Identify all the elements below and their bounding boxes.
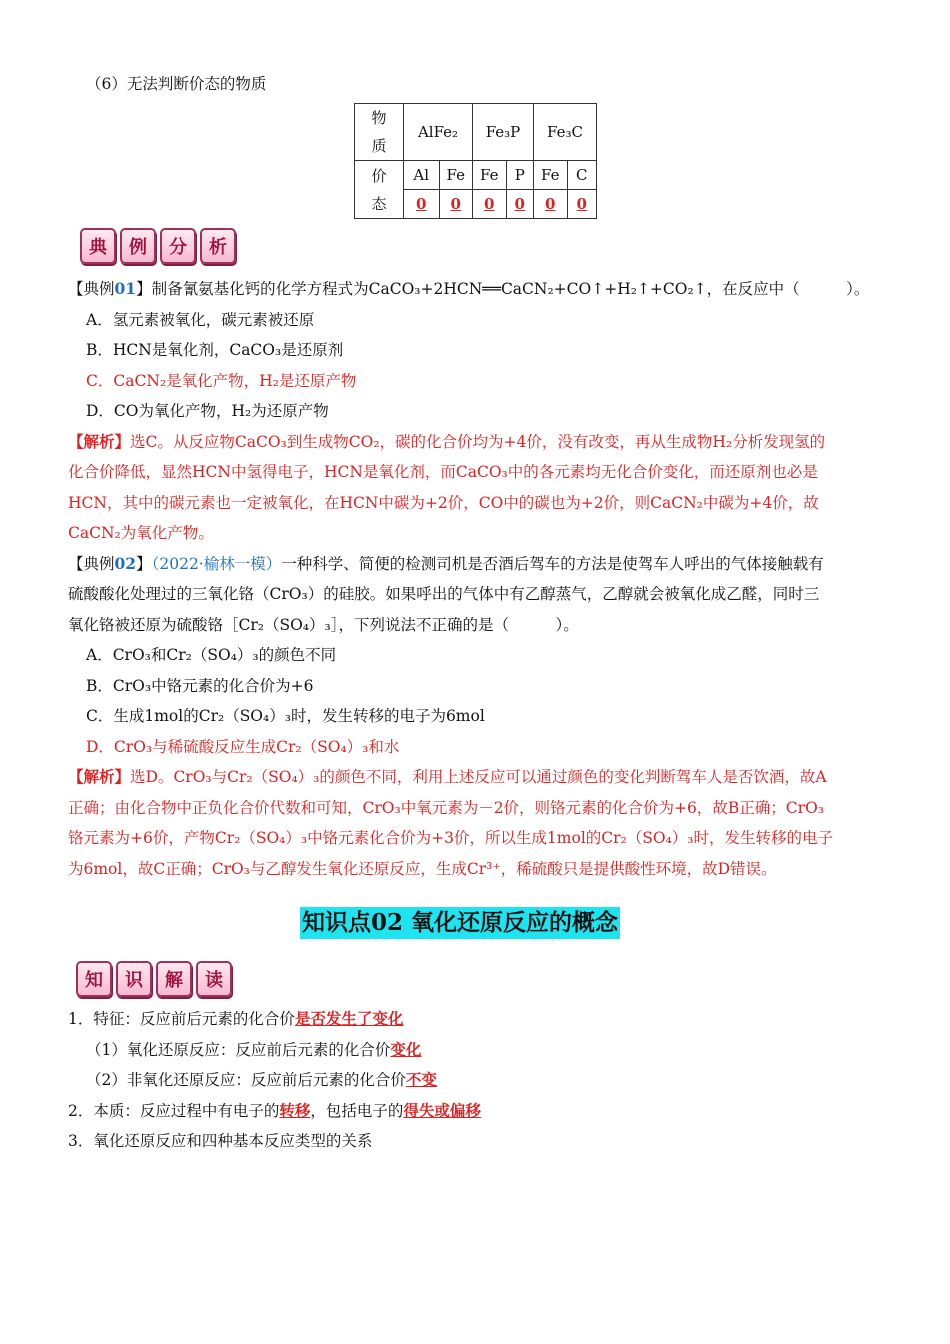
example-02-analysis-line: 正确；由化合物中正负化合价代数和可知，CrO₃中氧元素为－2价，则铬元素的化合价为+6，故B正确；CrO₃ xyxy=(68,799,824,817)
example-01-option-c: C．CaCN₂是氧化产物，H₂是还原产物 xyxy=(86,372,357,390)
valence-value: 0 xyxy=(506,190,533,219)
compound-fe3c: Fe₃C xyxy=(547,123,583,141)
compound-cell xyxy=(404,104,473,161)
point-1: 1．特征：反应前后元素的化合价是否发生了变化 xyxy=(68,1009,404,1028)
valence-value: 0 xyxy=(439,190,473,219)
example-01-option-b: B．HCN是氧化剂，CaCO₃是还原剂 xyxy=(86,341,344,359)
analysis-tag: 【解析】 xyxy=(68,432,131,451)
example-01-analysis-line: CaCN₂为氧化产物。 xyxy=(68,524,214,542)
item-6-label: （6）无法判断价态的物质 xyxy=(86,75,267,93)
element-cell: Fe xyxy=(534,161,568,190)
compound-cell xyxy=(534,104,597,161)
point-1-2: （2）非氧化还原反应：反应前后元素的化合价不变 xyxy=(86,1070,437,1089)
heading-tile: 读 xyxy=(196,961,232,997)
answer-blank: 变化 xyxy=(390,1040,422,1059)
heading-tile: 知 xyxy=(76,961,112,997)
example-02-analysis-line: 铬元素为+6价，产物Cr₂（SO₄）₃中铬元素化合价为+3价，所以生成1mol的Cr₂（SO₄）₃时，发生转移的电子 xyxy=(68,829,834,847)
answer-blank: 转移 xyxy=(279,1101,311,1120)
example-02-analysis-line: 【解析】选D。CrO₃与Cr₂（SO₄）₃的颜色不同，利用上述反应可以通过颜色的变化判断驾车人是否饮酒，故A xyxy=(68,767,827,786)
valence-value: 0 xyxy=(567,190,596,219)
example-01-analysis-line: 化合价降低，显然HCN中氢得电子，HCN是氧化剂，而CaCO₃中的各元素均无化合价变化，而还原剂也必是 xyxy=(68,463,818,481)
heading-tile: 识 xyxy=(116,961,152,997)
element-cell: P xyxy=(506,161,533,190)
compound-cell xyxy=(473,104,534,161)
analysis-tag: 【解析】 xyxy=(68,767,131,786)
example-02-question: 【典例02】（2022·榆林一模）一种科学、简便的检测司机是否酒后驾车的方法是使驾车人呼出的气体接触载有 xyxy=(68,554,824,573)
valence-value: 0 xyxy=(534,190,568,219)
example-02-option-d: D．CrO₃与稀硫酸反应生成Cr₂（SO₄）₃和水 xyxy=(86,738,400,756)
example-02-source: （2022·榆林一模） xyxy=(151,555,282,573)
valence-table xyxy=(354,103,597,219)
heading-tile: 典 xyxy=(80,228,116,264)
example-02-option-c: C．生成1mol的Cr₂（SO₄）₃时，发生转移的电子为6mol xyxy=(86,707,485,725)
example-01-analysis-line: 【解析】选C。从反应物CaCO₃到生成物CO₂，碳的化合价均为+4价，没有改变，再从生成物H₂分析发现氢的 xyxy=(68,432,826,451)
table-head-substance: 物 质 xyxy=(355,104,404,161)
element-cell: Fe xyxy=(439,161,473,190)
heading-tile: 分 xyxy=(160,228,196,264)
heading-knowledge-interpretation xyxy=(76,961,232,997)
element-cell: Al xyxy=(404,161,440,190)
example-01-question: 【典例01】制备氰氨基化钙的化学方程式为CaCO₃+2HCN══CaCN₂+CO↑+H₂↑+CO₂↑，在反应中（ ）。 xyxy=(68,279,870,298)
heading-tile: 例 xyxy=(120,228,156,264)
answer-blank: 不变 xyxy=(405,1070,437,1089)
example-01-option-d: D．CO为氧化产物，H₂为还原产物 xyxy=(86,402,329,420)
element-cell: Fe xyxy=(473,161,507,190)
example-01-option-a: A．氢元素被氧化，碳元素被还原 xyxy=(86,311,315,329)
section-title: 知识点02 氧化还原反应的概念 xyxy=(300,907,620,939)
valence-value: 0 xyxy=(473,190,507,219)
point-2: 2．本质：反应过程中有电子的转移，包括电子的得失或偏移 xyxy=(68,1101,481,1120)
answer-blank: 得失或偏移 xyxy=(403,1101,481,1120)
valence-value: 0 xyxy=(404,190,440,219)
heading-tile: 解 xyxy=(156,961,192,997)
heading-tile: 析 xyxy=(200,228,236,264)
point-1-1: （1）氧化还原反应：反应前后元素的化合价变化 xyxy=(86,1040,422,1059)
example-02-option-a: A．CrO₃和Cr₂（SO₄）₃的颜色不同 xyxy=(86,646,337,664)
example-01-analysis-line: HCN，其中的碳元素也一定被氧化，在HCN中碳为+2价，CO中的碳也为+2价，则CaCN₂中碳为+4价，故 xyxy=(68,494,819,512)
element-cell: C xyxy=(567,161,596,190)
example-02-question-line: 氧化铬被还原为硫酸铬［Cr₂（SO₄）₃］，下列说法不正确的是（ ）。 xyxy=(68,616,579,634)
table-head-valence: 价 态 xyxy=(355,161,404,219)
compound-alfe2: AlFe₂ xyxy=(417,123,459,141)
example-02-analysis-line: 为6mol，故C正确；CrO₃与乙醇发生氧化还原反应，生成Cr³⁺，稀硫酸只是提供酸性环境，故D错误。 xyxy=(68,860,777,878)
example-02-question-line: 硫酸酸化处理过的三氧化铬（CrO₃）的硅胶。如果呼出的气体中有乙醇蒸气，乙醇就会被氧化成乙醛，同时三 xyxy=(68,585,820,603)
point-3: 3．氧化还原反应和四种基本反应类型的关系 xyxy=(68,1132,373,1150)
answer-blank: 是否发生了变化 xyxy=(294,1009,404,1028)
example-02-option-b: B．CrO₃中铬元素的化合价为+6 xyxy=(86,677,314,695)
heading-example-analysis xyxy=(80,228,236,264)
compound-fe3p: Fe₃P xyxy=(485,123,521,141)
